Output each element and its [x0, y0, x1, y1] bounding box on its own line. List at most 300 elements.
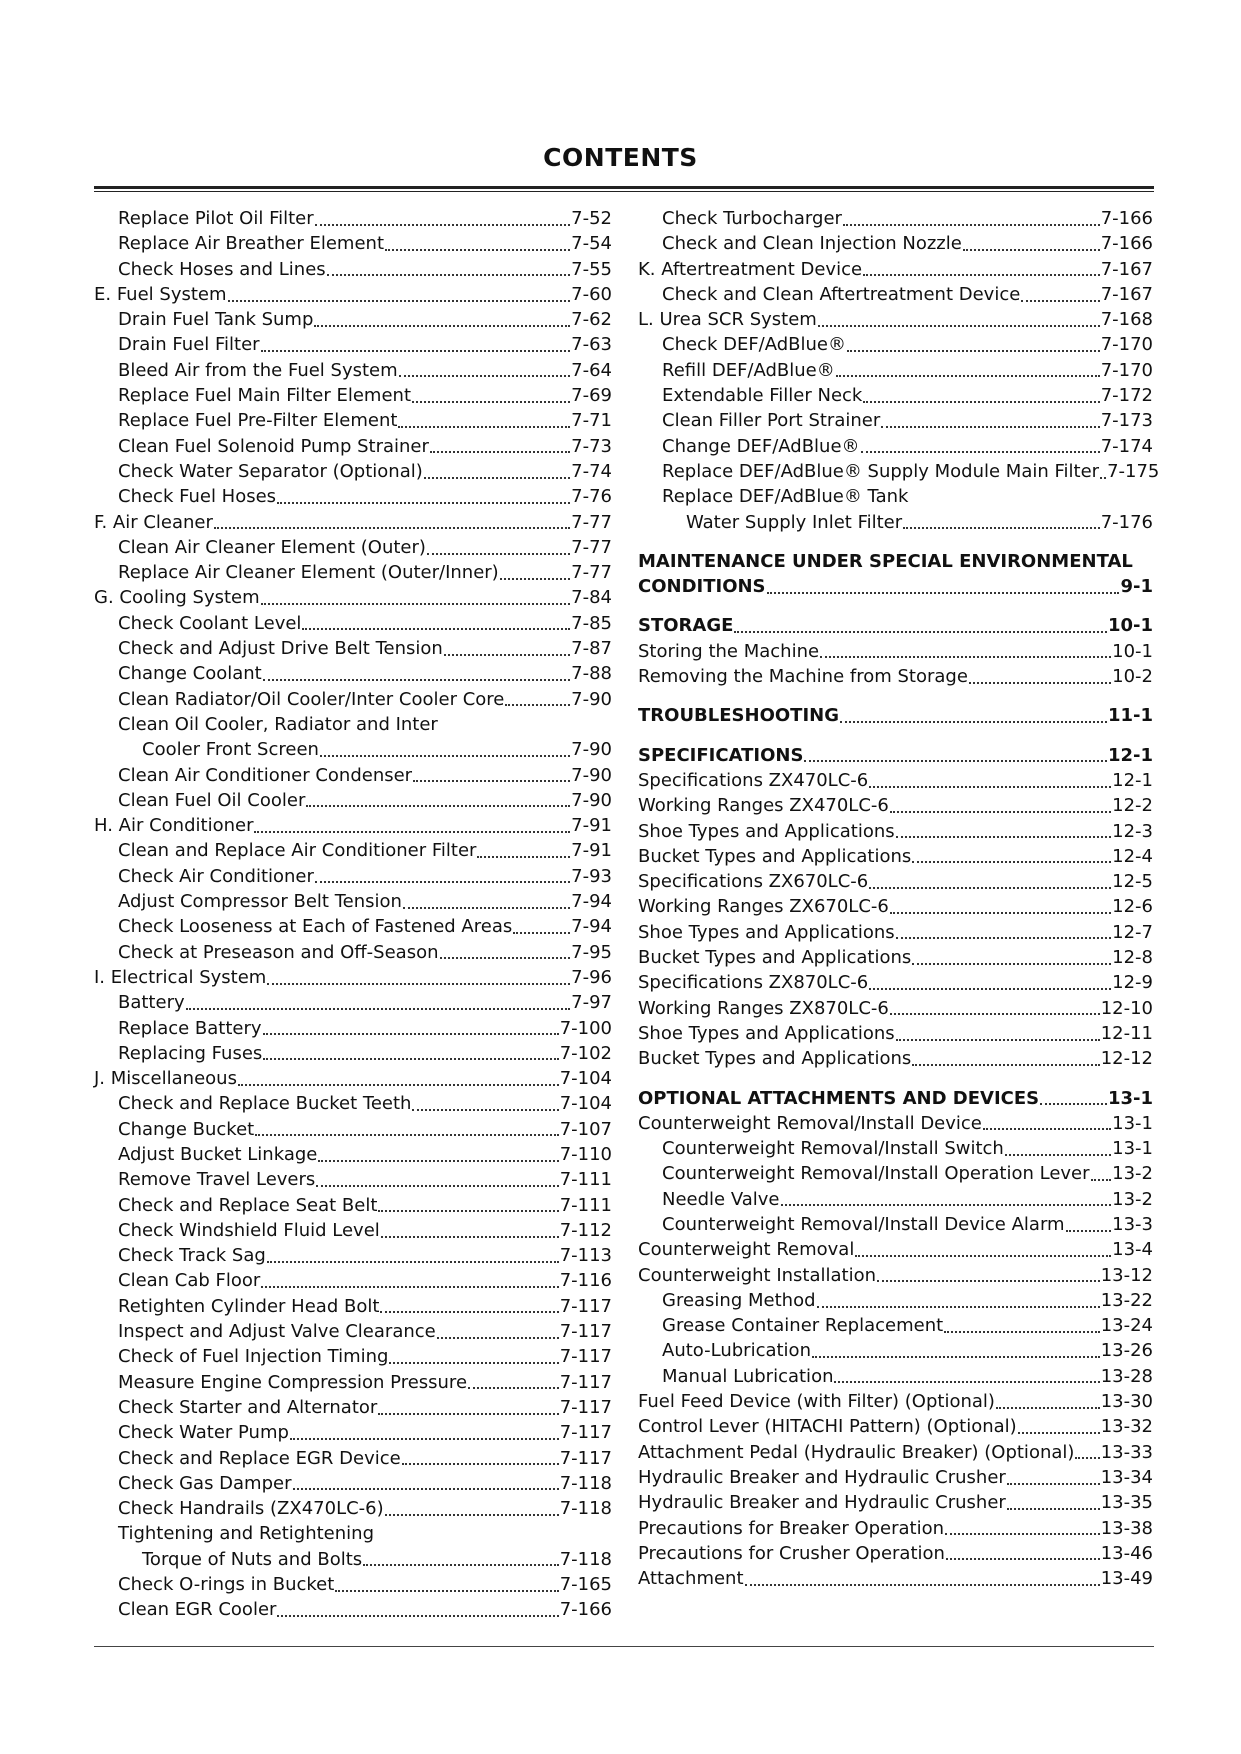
toc-entry-title: Specifications ZX470LC-6 — [638, 769, 869, 791]
dot-leader — [969, 682, 1111, 684]
dot-leader — [385, 1514, 559, 1516]
toc-entry-page: 12-2 — [1112, 795, 1153, 817]
toc-entry-title: Extendable Filler Neck — [662, 385, 863, 407]
toc-entry-title: Hydraulic Breaker and Hydraulic Crusher — [638, 1492, 1006, 1514]
toc-entry-title: Torque of Nuts and Bolts — [142, 1548, 363, 1570]
toc-entry-page: 12-1 — [1112, 769, 1153, 791]
toc-entry[interactable] — [94, 1496, 612, 1521]
toc-entry[interactable] — [638, 358, 1153, 383]
dot-leader — [413, 780, 570, 782]
toc-entry[interactable] — [638, 1541, 1153, 1566]
dot-leader — [335, 1590, 558, 1592]
toc-entry-page: 7-54 — [571, 233, 612, 255]
toc-entry[interactable] — [94, 383, 612, 408]
toc-entry[interactable] — [638, 1086, 1153, 1111]
dot-leader — [315, 224, 570, 226]
toc-entry-page: 7-73 — [571, 435, 612, 457]
toc-entry-title: Counterweight Installation — [638, 1264, 877, 1286]
toc-entry-title: Check Gas Damper — [118, 1472, 292, 1494]
toc-entry-page: 13-34 — [1100, 1466, 1153, 1488]
toc-entry[interactable] — [638, 574, 1153, 599]
toc-entry[interactable] — [638, 1440, 1153, 1465]
toc-entry-title: Counterweight Removal — [638, 1239, 855, 1261]
toc-entry-title: Control Lever (HITACHI Pattern) (Optional) — [638, 1416, 1017, 1438]
dot-leader — [881, 426, 1099, 428]
toc-entry[interactable] — [94, 1420, 612, 1445]
toc-entry-title: MAINTENANCE UNDER SPECIAL ENVIRONMENTAL — [638, 550, 1133, 572]
toc-entry-title: Clean Cab Floor — [118, 1270, 261, 1292]
toc-entry[interactable] — [94, 484, 612, 509]
toc-entry-title: Precautions for Crusher Operation — [638, 1542, 945, 1564]
toc-entry[interactable] — [94, 510, 612, 535]
dot-leader — [214, 527, 570, 529]
dot-leader — [877, 1280, 1100, 1282]
toc-entry-title: Check Handrails (ZX470LC-6) — [118, 1498, 384, 1520]
dot-leader — [767, 592, 1120, 594]
toc-entry[interactable] — [638, 282, 1153, 307]
toc-entry[interactable] — [94, 636, 612, 661]
dot-leader — [186, 1008, 571, 1010]
toc-entry-page: 7-102 — [559, 1042, 612, 1064]
dot-leader — [912, 1064, 1099, 1066]
toc-entry[interactable] — [94, 712, 612, 737]
toc-entry-page: 9-1 — [1120, 576, 1153, 598]
toc-entry-title: Check and Clean Aftertreatment Device — [662, 283, 1021, 305]
dot-leader — [318, 1160, 558, 1162]
toc-entry-page: 7-90 — [571, 739, 612, 761]
toc-entry[interactable] — [94, 1268, 612, 1293]
toc-entry[interactable] — [94, 965, 612, 990]
dot-leader — [500, 578, 570, 580]
toc-entry-title: Check and Replace EGR Device — [118, 1447, 401, 1469]
toc-entry[interactable] — [638, 996, 1153, 1021]
toc-entry[interactable] — [638, 510, 1153, 535]
toc-entry[interactable] — [638, 703, 1153, 728]
toc-entry-page: 12-1 — [1107, 744, 1153, 766]
toc-entry[interactable] — [94, 1395, 612, 1420]
toc-entry[interactable] — [94, 838, 612, 863]
toc-entry-page: 7-167 — [1100, 283, 1153, 305]
toc-entry-title: Bucket Types and Applications — [638, 845, 912, 867]
toc-entry-title: Change Coolant — [118, 663, 262, 685]
toc-entry[interactable] — [94, 1547, 612, 1572]
toc-entry-title: F. Air Cleaner — [94, 511, 213, 533]
toc-entry[interactable] — [638, 664, 1153, 689]
toc-entry-page: 7-63 — [571, 334, 612, 356]
dot-leader — [399, 375, 570, 377]
toc-entry[interactable] — [94, 1521, 612, 1546]
dot-leader — [843, 224, 1100, 226]
toc-entry[interactable] — [638, 970, 1153, 995]
toc-entry-page: 10-1 — [1107, 615, 1153, 637]
dot-leader — [306, 805, 570, 807]
dot-leader — [983, 1128, 1111, 1130]
dot-leader — [385, 249, 570, 251]
toc-entry[interactable] — [94, 231, 612, 256]
toc-entry[interactable] — [94, 661, 612, 686]
toc-entry[interactable] — [94, 1016, 612, 1041]
toc-entry[interactable] — [638, 1516, 1153, 1541]
dot-leader — [378, 1413, 558, 1415]
toc-entry[interactable] — [94, 1117, 612, 1142]
dot-leader — [912, 861, 1111, 863]
toc-entry-page: 7-174 — [1100, 435, 1153, 457]
toc-entry-title: Auto-Lubrication — [662, 1340, 811, 1362]
toc-entry[interactable] — [638, 1212, 1153, 1237]
toc-entry[interactable] — [94, 889, 612, 914]
toc-entry-page: 13-49 — [1100, 1568, 1153, 1590]
toc-entry[interactable] — [94, 611, 612, 636]
toc-entry-page: 7-110 — [559, 1143, 612, 1165]
toc-entry[interactable] — [94, 434, 612, 459]
toc-entry-title: Bleed Air from the Fuel System — [118, 359, 398, 381]
toc-entry-page: 13-22 — [1100, 1289, 1153, 1311]
toc-entry[interactable] — [94, 408, 612, 433]
toc-entry-title: Refill DEF/AdBlue® — [662, 359, 835, 381]
toc-entry-page: 7-95 — [571, 941, 612, 963]
toc-entry-page: 7-172 — [1100, 385, 1153, 407]
dot-leader — [1091, 1179, 1112, 1181]
dot-leader — [869, 988, 1111, 990]
toc-entry-page: 7-170 — [1100, 334, 1153, 356]
dot-leader — [1066, 1230, 1112, 1232]
dot-leader — [380, 1311, 558, 1313]
toc-entry[interactable] — [638, 332, 1153, 357]
toc-entry[interactable] — [94, 864, 612, 889]
toc-entry-page: 7-117 — [559, 1447, 612, 1469]
toc-entry[interactable] — [638, 206, 1153, 231]
toc-right-column — [638, 206, 1160, 1591]
toc-entry[interactable] — [638, 894, 1153, 919]
toc-entry[interactable] — [94, 1066, 612, 1091]
dot-leader — [890, 912, 1111, 914]
toc-entry-title: Check Water Pump — [118, 1422, 289, 1444]
toc-entry[interactable] — [94, 1319, 612, 1344]
toc-entry-page: 7-77 — [571, 562, 612, 584]
dot-leader — [263, 679, 570, 681]
toc-entry[interactable] — [638, 844, 1153, 869]
toc-entry-title: Shoe Types and Applications — [638, 921, 895, 943]
toc-entry[interactable] — [94, 307, 612, 332]
toc-entry[interactable] — [638, 819, 1153, 844]
toc-entry[interactable] — [638, 231, 1153, 256]
toc-entry[interactable] — [94, 1294, 612, 1319]
toc-entry[interactable] — [94, 585, 612, 610]
dot-leader — [263, 1033, 559, 1035]
toc-entry-title: Replacing Fuses — [118, 1042, 263, 1064]
toc-entry[interactable] — [94, 687, 612, 712]
toc-entry[interactable] — [94, 1370, 612, 1395]
toc-entry-title: Bucket Types and Applications — [638, 947, 912, 969]
dot-leader — [477, 856, 570, 858]
toc-entry-title: Check Water Separator (Optional) — [118, 460, 423, 482]
dot-leader — [896, 937, 1112, 939]
toc-entry[interactable] — [638, 307, 1153, 332]
toc-entry-title: Check Turbocharger — [662, 208, 842, 229]
dot-leader — [228, 300, 571, 302]
toc-entry[interactable] — [94, 1597, 612, 1622]
toc-entry-page: 12-3 — [1112, 820, 1153, 842]
toc-entry[interactable] — [638, 639, 1153, 664]
toc-entry[interactable] — [94, 206, 612, 231]
toc-entry[interactable] — [638, 549, 1153, 574]
toc-entry-title: Tightening and Retightening — [118, 1523, 374, 1545]
toc-entry-title: OPTIONAL ATTACHMENTS AND DEVICES — [638, 1087, 1040, 1109]
toc-entry-page: 7-100 — [559, 1017, 612, 1039]
toc-entry[interactable] — [638, 1263, 1153, 1288]
toc-entry-page: 7-117 — [559, 1346, 612, 1368]
toc-entry-title: Cooler Front Screen — [142, 739, 319, 761]
toc-entry[interactable] — [94, 737, 612, 762]
toc-entry-page: 13-30 — [1100, 1391, 1153, 1413]
toc-entry[interactable] — [638, 1187, 1153, 1212]
toc-entry[interactable] — [638, 1021, 1153, 1046]
title-rule — [94, 186, 1154, 192]
dot-leader — [834, 1381, 1099, 1383]
toc-entry-title: Attachment Pedal (Hydraulic Breaker) (Optional) — [638, 1441, 1075, 1463]
toc-entry[interactable] — [638, 1364, 1153, 1389]
toc-entry[interactable] — [638, 945, 1153, 970]
toc-entry-page: 7-117 — [559, 1321, 612, 1343]
toc-entry-page: 13-12 — [1100, 1264, 1153, 1286]
toc-entry[interactable] — [638, 1414, 1153, 1439]
toc-entry-page: 7-117 — [559, 1295, 612, 1317]
toc-entry-page: 12-5 — [1112, 871, 1153, 893]
toc-entry-title: Removing the Machine from Storage — [638, 666, 968, 688]
dot-leader — [293, 1488, 559, 1490]
toc-entry[interactable] — [638, 1313, 1153, 1338]
toc-entry-title: Drain Fuel Tank Sump — [118, 309, 314, 331]
dot-leader — [381, 1236, 559, 1238]
toc-entry-title: Precautions for Breaker Operation — [638, 1517, 945, 1539]
toc-entry-page: 7-168 — [1100, 309, 1153, 331]
toc-entry[interactable] — [638, 613, 1153, 638]
toc-entry-title: Check Track Sag — [118, 1245, 266, 1267]
toc-entry-title: Attachment — [638, 1568, 744, 1590]
dot-leader — [315, 881, 570, 883]
toc-entry[interactable] — [94, 1471, 612, 1496]
toc-entry[interactable] — [638, 408, 1153, 433]
dot-leader — [855, 1255, 1111, 1257]
toc-entry-page: 7-96 — [571, 966, 612, 988]
toc-entry-page: 7-90 — [571, 764, 612, 786]
dot-leader — [302, 628, 570, 630]
toc-entry-page: 7-91 — [571, 840, 612, 862]
toc-entry-title: Replace Fuel Main Filter Element — [118, 385, 412, 407]
toc-entry-title: Change Bucket — [118, 1118, 255, 1140]
toc-entry-title: Inspect and Adjust Valve Clearance — [118, 1321, 436, 1343]
toc-entry-title: Check Windshield Fluid Level — [118, 1219, 380, 1241]
toc-entry-title: Adjust Bucket Linkage — [118, 1143, 318, 1165]
toc-entry-title: Specifications ZX670LC-6 — [638, 871, 869, 893]
dot-leader — [734, 631, 1107, 633]
toc-entry[interactable] — [94, 358, 612, 383]
dot-leader — [1021, 300, 1099, 302]
toc-entry[interactable] — [638, 1136, 1153, 1161]
toc-entry-title: Clean Filler Port Strainer — [662, 410, 881, 432]
toc-entry-title: L. Urea SCR System — [638, 309, 817, 331]
toc-entry-title: Replace Air Breather Element — [118, 233, 385, 255]
dot-leader — [781, 1204, 1112, 1206]
dot-leader — [327, 274, 570, 276]
dot-leader — [817, 1306, 1100, 1308]
toc-left-column — [94, 206, 612, 1623]
dot-leader — [412, 401, 570, 403]
toc-entry[interactable] — [638, 257, 1153, 282]
toc-entry-page: 13-1 — [1107, 1087, 1153, 1109]
toc-entry-title: Measure Engine Compression Pressure — [118, 1371, 468, 1393]
toc-entry-page: 13-35 — [1100, 1492, 1153, 1514]
toc-entry[interactable] — [638, 1490, 1153, 1515]
toc-entry-page: 7-88 — [571, 663, 612, 685]
toc-entry[interactable] — [94, 1193, 612, 1218]
toc-entry[interactable] — [94, 1572, 612, 1597]
toc-entry-title: Shoe Types and Applications — [638, 1022, 895, 1044]
toc-entry[interactable] — [638, 1338, 1153, 1363]
toc-entry[interactable] — [94, 257, 612, 282]
toc-entry-title: Replace Fuel Pre-Filter Element — [118, 410, 398, 432]
toc-entry-page: 7-117 — [559, 1422, 612, 1444]
toc-entry-title: Drain Fuel Filter — [118, 334, 260, 356]
toc-entry[interactable] — [94, 1041, 612, 1066]
toc-entry[interactable] — [94, 1446, 612, 1471]
toc-entry[interactable] — [638, 434, 1153, 459]
toc-entry-page: 12-11 — [1100, 1022, 1153, 1044]
toc-entry-page: 12-12 — [1100, 1048, 1153, 1070]
toc-entry-page: 12-9 — [1112, 972, 1153, 994]
toc-entry[interactable] — [638, 793, 1153, 818]
toc-entry[interactable] — [638, 920, 1153, 945]
toc-entry[interactable] — [94, 914, 612, 939]
dot-leader — [869, 786, 1111, 788]
toc-entry[interactable] — [94, 282, 612, 307]
toc-entry[interactable] — [638, 768, 1153, 793]
toc-entry-page: 13-3 — [1112, 1213, 1153, 1235]
dot-leader — [412, 1109, 558, 1111]
toc-entry[interactable] — [638, 383, 1153, 408]
toc-entry[interactable] — [94, 459, 612, 484]
toc-entry-page: 7-166 — [1100, 208, 1153, 229]
toc-entry[interactable] — [638, 869, 1153, 894]
toc-entry-page: 7-113 — [559, 1245, 612, 1267]
toc-entry-title: Check and Replace Seat Belt — [118, 1194, 378, 1216]
toc-entry-title: Clean and Replace Air Conditioner Filter — [118, 840, 477, 862]
toc-entry-page: 13-1 — [1112, 1112, 1153, 1134]
toc-entry-page: 7-85 — [571, 612, 612, 634]
toc-entry-page: 7-175 — [1107, 460, 1160, 482]
toc-entry[interactable] — [638, 743, 1153, 768]
toc-entry[interactable] — [94, 535, 612, 560]
toc-entry-title: Manual Lubrication — [662, 1365, 834, 1387]
toc-entry[interactable] — [638, 1389, 1153, 1414]
toc-entry-title: Remove Travel Levers — [118, 1169, 316, 1191]
dot-leader — [427, 553, 570, 555]
dot-leader — [812, 1356, 1100, 1358]
toc-entry[interactable] — [638, 1566, 1153, 1591]
toc-entry-page: 7-71 — [571, 410, 612, 432]
toc-entry[interactable] — [638, 1111, 1153, 1136]
dot-leader — [840, 721, 1107, 723]
dot-leader — [945, 1533, 1100, 1535]
dot-leader — [363, 1564, 559, 1566]
toc-entry[interactable] — [94, 940, 612, 965]
dot-leader — [437, 1337, 559, 1339]
toc-entry-title: Check Air Conditioner — [118, 865, 314, 887]
toc-entry-page: 7-69 — [571, 385, 612, 407]
toc-entry-page: 7-117 — [559, 1371, 612, 1393]
dot-leader — [403, 907, 570, 909]
dot-leader — [912, 963, 1111, 965]
toc-entry[interactable] — [94, 990, 612, 1015]
toc-entry[interactable] — [638, 1046, 1153, 1071]
footer-rule — [94, 1646, 1154, 1647]
toc-entry[interactable] — [94, 1142, 612, 1167]
toc-entry-page: 13-32 — [1100, 1416, 1153, 1438]
toc-entry[interactable] — [94, 1344, 612, 1369]
toc-entry-title: Check and Replace Bucket Teeth — [118, 1093, 412, 1115]
toc-entry-page: 7-104 — [559, 1068, 612, 1090]
dot-leader — [290, 1438, 559, 1440]
toc-entry-title: Clean Oil Cooler, Radiator and Inter — [118, 713, 438, 735]
toc-entry[interactable] — [94, 1218, 612, 1243]
toc-entry[interactable] — [638, 1237, 1153, 1262]
toc-entry[interactable] — [94, 560, 612, 585]
dot-leader — [963, 249, 1100, 251]
toc-entry-title: Replace Pilot Oil Filter — [118, 208, 314, 229]
toc-entry-title: CONDITIONS — [638, 576, 766, 598]
dot-leader — [261, 1286, 558, 1288]
toc-entry-title: Check Coolant Level — [118, 612, 302, 634]
toc-entry-title: Working Ranges ZX470LC-6 — [638, 795, 889, 817]
toc-entry-page: 13-2 — [1112, 1163, 1153, 1185]
toc-entry[interactable] — [638, 1288, 1153, 1313]
toc-entry[interactable] — [94, 813, 612, 838]
toc-entry[interactable] — [94, 763, 612, 788]
toc-entry[interactable] — [94, 1243, 612, 1268]
toc-entry[interactable] — [638, 459, 1160, 484]
toc-entry-page: 7-87 — [571, 638, 612, 660]
toc-entry-title: Check and Adjust Drive Belt Tension — [118, 638, 443, 660]
toc-entry[interactable] — [94, 788, 612, 813]
toc-entry-title: Working Ranges ZX870LC-6 — [638, 997, 889, 1019]
toc-entry-title: TROUBLESHOOTING — [638, 705, 839, 727]
toc-entry-page: 7-93 — [571, 865, 612, 887]
toc-entry-title: Clean EGR Cooler — [118, 1599, 277, 1621]
toc-entry[interactable] — [94, 332, 612, 357]
toc-entry-title: Retighten Cylinder Head Bolt — [118, 1295, 380, 1317]
toc-entry-title: Clean Air Cleaner Element (Outer) — [118, 536, 426, 558]
toc-entry-page: 13-24 — [1100, 1315, 1153, 1337]
dot-leader — [818, 325, 1100, 327]
toc-entry-page: 7-173 — [1100, 410, 1153, 432]
toc-entry-page: 7-118 — [559, 1548, 612, 1570]
toc-entry-page: 7-64 — [571, 359, 612, 381]
toc-entry[interactable] — [94, 1167, 612, 1192]
toc-entry-title: Storing the Machine — [638, 640, 820, 662]
toc-entry-page: 13-28 — [1100, 1365, 1153, 1387]
toc-entry[interactable] — [638, 1161, 1153, 1186]
toc-entry-title: Replace DEF/AdBlue® Supply Module Main Filter — [662, 460, 1100, 482]
dot-leader — [263, 1058, 558, 1060]
toc-entry[interactable] — [638, 1465, 1153, 1490]
toc-entry[interactable] — [638, 484, 1153, 509]
toc-entry[interactable] — [94, 1091, 612, 1116]
dot-leader — [444, 654, 570, 656]
dot-leader — [869, 887, 1111, 889]
toc-entry-page: 7-166 — [559, 1599, 612, 1621]
dot-leader — [1018, 1432, 1100, 1434]
toc-entry-title: Check Looseness at Each of Fastened Areas — [118, 916, 513, 938]
